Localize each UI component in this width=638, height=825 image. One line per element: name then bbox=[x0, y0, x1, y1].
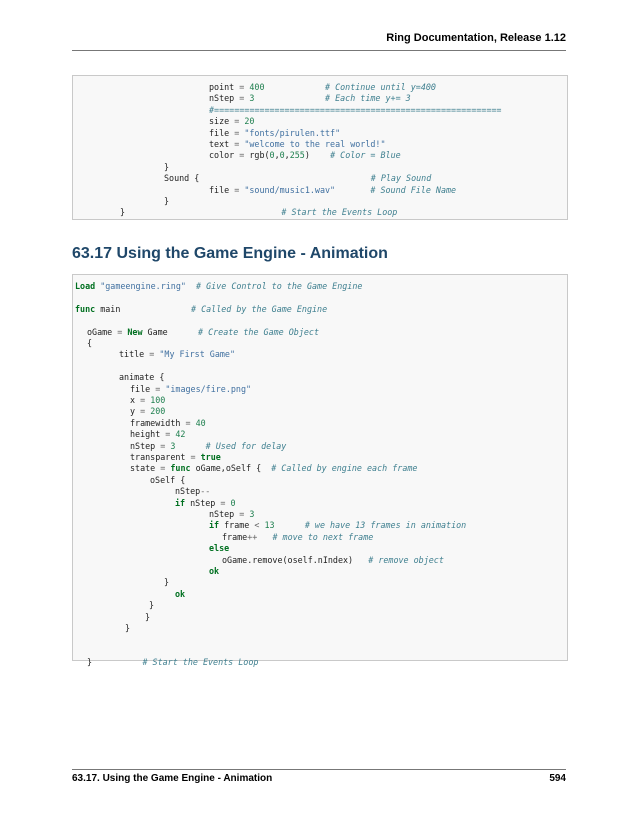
code-token: nStep bbox=[185, 497, 221, 508]
code-block-text-sound bbox=[72, 75, 568, 220]
code-token: = bbox=[239, 93, 245, 104]
code-token: "welcome to the real world!" bbox=[244, 139, 386, 149]
code-token: = bbox=[239, 150, 245, 161]
code-token bbox=[175, 441, 205, 451]
code-token: true bbox=[200, 452, 221, 462]
code-token: # remove object bbox=[368, 554, 444, 565]
code-token: } bbox=[164, 196, 170, 206]
code-token: nStep bbox=[209, 93, 240, 104]
code-token: 20 bbox=[244, 116, 255, 127]
code-token: "fonts/pirulen.ttf" bbox=[244, 127, 341, 138]
code-token: animate { bbox=[119, 372, 165, 383]
code-token: = bbox=[160, 463, 166, 474]
code-line bbox=[164, 196, 169, 207]
code-line bbox=[209, 128, 340, 139]
code-line bbox=[164, 577, 169, 588]
code-line bbox=[209, 509, 254, 520]
code-token: 100 bbox=[150, 395, 166, 405]
code-token: 0 bbox=[230, 497, 236, 508]
code-line bbox=[164, 162, 169, 173]
code-line bbox=[149, 600, 154, 611]
code-line bbox=[209, 105, 501, 116]
code-token bbox=[120, 304, 191, 314]
code-line bbox=[209, 566, 219, 577]
code-token: { bbox=[87, 338, 93, 348]
code-token: # Each time y+= 3 bbox=[325, 93, 411, 104]
code-token: # Start the Events Loop bbox=[142, 657, 259, 668]
code-line bbox=[130, 384, 251, 395]
code-token: x bbox=[130, 395, 141, 405]
code-line bbox=[209, 520, 466, 531]
code-token bbox=[92, 657, 142, 667]
code-token: transparent bbox=[130, 452, 191, 462]
code-token: framewidth bbox=[130, 417, 186, 428]
code-token bbox=[257, 532, 272, 542]
code-token: if bbox=[175, 497, 186, 508]
code-token: Sound { bbox=[164, 173, 200, 184]
code-token: = bbox=[185, 417, 191, 428]
code-token: 42 bbox=[175, 429, 186, 440]
code-token: < bbox=[254, 520, 260, 531]
code-line bbox=[75, 281, 362, 292]
code-line bbox=[209, 82, 436, 93]
code-token: Game bbox=[142, 326, 168, 337]
code-token: "gameengine.ring" bbox=[100, 281, 186, 291]
code-line bbox=[130, 395, 165, 406]
code-line bbox=[209, 93, 411, 104]
code-token: 13 bbox=[264, 520, 275, 531]
code-line bbox=[130, 406, 165, 417]
code-token: # move to next frame bbox=[272, 531, 374, 542]
code-token bbox=[168, 327, 198, 337]
code-token: = bbox=[234, 127, 240, 138]
code-token: # Give Control to the Game Engine bbox=[196, 281, 363, 291]
code-token: New bbox=[127, 326, 143, 337]
code-token: = bbox=[149, 349, 155, 360]
code-block-animation bbox=[72, 274, 568, 668]
code-token: ++ bbox=[247, 531, 258, 542]
code-token: ok bbox=[209, 566, 220, 576]
code-token: # Called by the Game Engine bbox=[190, 303, 328, 314]
code-line bbox=[209, 543, 229, 554]
code-token: } bbox=[164, 577, 170, 588]
code-line bbox=[164, 173, 431, 184]
code-line bbox=[130, 418, 206, 429]
code-line bbox=[175, 486, 210, 497]
code-token: main bbox=[95, 303, 121, 314]
code-token bbox=[199, 173, 370, 183]
code-token bbox=[275, 520, 305, 530]
footer-section-label: 63.17. Using the Game Engine - Animation bbox=[72, 773, 273, 784]
code-line bbox=[209, 150, 401, 161]
code-token: = bbox=[155, 383, 161, 394]
code-token: height bbox=[130, 429, 166, 440]
code-token: = bbox=[220, 497, 226, 508]
code-token: Load bbox=[75, 281, 96, 291]
code-token: oSelf { bbox=[150, 474, 186, 485]
code-line bbox=[209, 139, 386, 150]
code-token: } bbox=[87, 657, 93, 668]
code-token: # Continue until y=400 bbox=[325, 82, 436, 92]
code-token: "My First Game" bbox=[159, 349, 235, 360]
code-token: state bbox=[130, 463, 161, 474]
code-line bbox=[175, 589, 185, 600]
section-heading: 63.17 Using the Game Engine - Animation bbox=[72, 245, 388, 262]
code-token: size bbox=[209, 116, 235, 127]
code-line bbox=[150, 475, 185, 486]
code-token bbox=[353, 555, 368, 565]
code-token: = bbox=[239, 509, 245, 519]
code-token: nStep bbox=[175, 486, 201, 497]
code-token: title bbox=[119, 349, 150, 360]
code-token: = bbox=[140, 406, 146, 417]
code-line bbox=[87, 327, 319, 338]
footer-rule bbox=[72, 769, 566, 770]
code-token bbox=[335, 185, 370, 195]
code-token: = bbox=[190, 452, 196, 462]
code-line bbox=[119, 372, 164, 383]
code-token: func bbox=[170, 463, 191, 474]
code-token: } bbox=[149, 600, 155, 611]
code-token: frame bbox=[222, 531, 248, 542]
code-token: "images/fire.png" bbox=[165, 383, 252, 394]
code-token: y bbox=[130, 406, 141, 417]
code-token: 3 bbox=[249, 93, 255, 104]
code-token: frame bbox=[219, 520, 255, 531]
code-token: } bbox=[125, 623, 131, 633]
code-token bbox=[265, 82, 326, 92]
code-token: "sound/music1.wav" bbox=[244, 184, 336, 195]
code-token: rgb( bbox=[244, 150, 270, 161]
code-line bbox=[87, 338, 92, 349]
code-token: 255 bbox=[289, 150, 305, 161]
code-token: ) bbox=[304, 150, 331, 161]
code-line bbox=[130, 452, 221, 463]
code-token: # we have 13 frames in animation bbox=[304, 520, 467, 531]
code-token: = bbox=[234, 184, 240, 195]
code-token: # Play Sound bbox=[370, 173, 432, 184]
code-line bbox=[120, 207, 397, 218]
code-line bbox=[209, 185, 456, 196]
code-token: #========================================================= bbox=[209, 104, 502, 115]
code-token: , bbox=[274, 150, 280, 161]
code-token: } bbox=[164, 161, 170, 172]
code-token: 0 bbox=[269, 150, 275, 161]
page-number: 594 bbox=[549, 773, 566, 784]
code-line bbox=[130, 441, 286, 452]
code-line bbox=[130, 463, 417, 474]
code-line bbox=[222, 555, 444, 566]
code-token: ok bbox=[175, 588, 186, 599]
code-token: if bbox=[209, 520, 220, 531]
code-token: file bbox=[209, 127, 235, 138]
code-token: 200 bbox=[150, 406, 166, 417]
code-line bbox=[130, 429, 185, 440]
code-token: } bbox=[145, 611, 151, 622]
code-token: oGame,oSelf { bbox=[190, 463, 272, 474]
code-token: 3 bbox=[170, 440, 176, 451]
code-token: file bbox=[209, 184, 235, 195]
code-token bbox=[254, 93, 325, 103]
code-token: } bbox=[120, 207, 126, 218]
code-token: # Start the Events Loop bbox=[281, 207, 398, 218]
code-token: 40 bbox=[195, 417, 206, 428]
code-token: 3 bbox=[249, 509, 255, 519]
code-token bbox=[186, 281, 196, 291]
code-token: text bbox=[209, 139, 235, 149]
code-line bbox=[119, 349, 235, 360]
code-token: = bbox=[117, 326, 123, 337]
code-token: -- bbox=[200, 486, 211, 497]
code-token: = bbox=[140, 395, 146, 405]
code-token: # Called by engine each frame bbox=[271, 463, 418, 474]
code-line bbox=[222, 532, 373, 543]
code-token: = bbox=[234, 139, 240, 149]
code-token: file bbox=[130, 383, 156, 394]
code-line bbox=[75, 304, 327, 315]
code-token: , bbox=[284, 150, 290, 161]
code-line bbox=[209, 116, 254, 127]
code-line bbox=[175, 498, 236, 509]
header-rule bbox=[72, 50, 566, 51]
code-token: 400 bbox=[249, 82, 265, 92]
code-line bbox=[145, 612, 150, 623]
code-token: # Used for delay bbox=[205, 440, 287, 451]
code-token bbox=[125, 207, 281, 217]
code-token: 0 bbox=[279, 150, 285, 161]
code-token: oGame bbox=[87, 326, 118, 337]
code-token: point bbox=[209, 82, 240, 92]
code-line bbox=[125, 623, 130, 634]
code-token: # Create the Game Object bbox=[197, 326, 319, 337]
code-token: nStep bbox=[130, 440, 161, 451]
code-token: nStep bbox=[209, 509, 240, 519]
code-token: func bbox=[75, 303, 96, 314]
code-token: oGame.remove(oself.nIndex) bbox=[222, 554, 354, 565]
code-token: = bbox=[160, 440, 166, 451]
code-token: # Sound File Name bbox=[370, 184, 457, 195]
code-token: else bbox=[209, 543, 230, 554]
running-header-title: Ring Documentation, Release 1.12 bbox=[386, 32, 566, 44]
code-line bbox=[87, 657, 258, 668]
code-token: = bbox=[239, 82, 245, 92]
code-token: # Color = Blue bbox=[330, 150, 401, 161]
code-token: = bbox=[165, 429, 171, 440]
code-token: color bbox=[209, 150, 240, 161]
code-token: = bbox=[234, 116, 240, 127]
